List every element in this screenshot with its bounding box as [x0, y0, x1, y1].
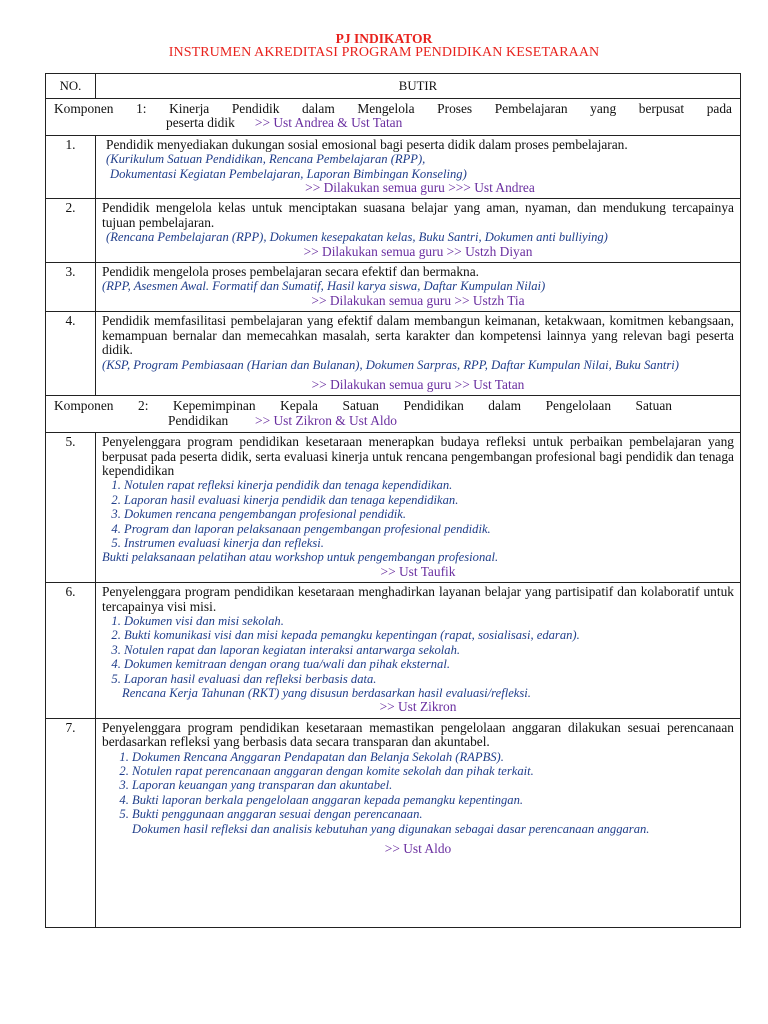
- list-item: 2. Notulen rapat perencanaan anggaran dengan komite sekolah dan pihak terkait.: [132, 764, 734, 778]
- item-evidence: Dokumen hasil refleksi dan analisis kebutuhan yang digunakan sebagai dasar perencanaan anggaran.: [132, 821, 650, 836]
- list-item: 1. Dokumen visi dan misi sekolah.: [124, 614, 734, 628]
- item-pic: >> Ust Aldo: [384, 841, 452, 857]
- header-no: NO.: [46, 74, 96, 99]
- component-title: Komponen 2: Kepemimpinan Kepala Satuan Pendidikan dalam Pengelolaan Satuan: [54, 398, 672, 414]
- item-cell: [96, 312, 741, 396]
- component-pic: >> Ust Zikron & Ust Aldo: [255, 412, 397, 428]
- table-row: [46, 583, 741, 719]
- item-number: 7.: [46, 718, 96, 927]
- item-cell: [96, 263, 741, 312]
- item-evidence-cont: Dokumentasi Kegiatan Pembelajaran, Laporan Bimbingan Konseling): [110, 166, 467, 181]
- list-item: 4. Dokumen kemitraan dengan orang tua/wali dan pihak eksternal.: [124, 657, 734, 671]
- item-number: 5.: [46, 433, 96, 583]
- item-pic: >> Dilakukan semua guru >> Ustzh Tia: [311, 292, 525, 308]
- component-pic: >> Ust Andrea & Ust Tatan: [254, 115, 403, 131]
- item-evidence: (RPP, Asesmen Awal. Formatif dan Sumatif, Hasil karya siswa, Daftar Kumpulan Nilai): [102, 279, 546, 294]
- list-item: 3. Notulen rapat dan laporan kegiatan interaksi antarwarga sekolah.: [124, 643, 734, 657]
- item-cell: [96, 583, 741, 719]
- item-evidence: (Rencana Pembelajaran (RPP), Dokumen kesepakatan kelas, Buku Santri, Dokumen anti bulliying): [106, 230, 608, 245]
- table-header-row: [46, 74, 741, 99]
- table-row: [46, 718, 741, 927]
- header-butir: BUTIR: [96, 74, 741, 99]
- item-text: Penyelenggara program pendidikan kesetaraan memastikan pengelolaan anggaran dilakukan sesuai perencanaan berdasarkan refleksi yang berbasis data secara transparan dan akuntabel.: [102, 719, 734, 750]
- item-pic: >> Dilakukan semua guru >>> Ust Andrea: [305, 180, 535, 196]
- component-title-cont: peserta didik: [166, 115, 235, 131]
- list-item: 5. Bukti penggunaan anggaran sesuai dengan perencanaan.: [132, 807, 734, 821]
- component-title-cont: Pendidikan: [168, 412, 229, 428]
- item-evidence: Rencana Kerja Tahunan (RKT) yang disusun berdasarkan hasil evaluasi/refleksi.: [122, 686, 531, 701]
- evidence-list: [102, 478, 734, 550]
- list-item: 1. Notulen rapat refleksi kinerja pendidik dan tenaga kependidikan.: [124, 478, 734, 492]
- item-text: Pendidik memfasilitasi pembelajaran yang efektif dalam membangun keimanan, ketakwaan, komitmen kebangsaan, kemampuan bernalar dan memecahkan masalah, serta karakter dan kompetensi lainnya yang relevan bagi peserta didik.: [102, 313, 734, 358]
- component-title: Komponen 1: Kinerja Pendidik dalam Mengelola Proses Pembelajaran yang berpusat pada: [54, 101, 732, 116]
- component-cell: [46, 99, 741, 136]
- list-item: 4. Program dan laporan pelaksanaan pengembangan profesional pendidik.: [124, 522, 734, 536]
- item-text: Pendidik mengelola kelas untuk menciptakan suasana belajar yang aman, nyaman, dan mendukung tercapainya tujuan pembelajaran.: [102, 200, 734, 230]
- document-subtitle: INSTRUMEN AKREDITASI PROGRAM PENDIDIKAN KESETARAAN: [168, 45, 600, 60]
- document-title: PJ INDIKATOR: [335, 31, 433, 46]
- item-cell: [96, 433, 741, 583]
- item-evidence: Bukti pelaksanaan pelatihan atau workshop untuk pengembangan profesional.: [102, 550, 499, 565]
- item-number: 4.: [46, 312, 96, 396]
- table-row: [46, 263, 741, 312]
- item-number: 2.: [46, 199, 96, 263]
- item-number: 1.: [46, 135, 96, 199]
- indicator-table: [45, 73, 741, 928]
- item-text: Pendidik mengelola proses pembelajaran secara efektif dan bermakna.: [102, 264, 480, 280]
- item-number: 6.: [46, 583, 96, 719]
- table-row: [46, 199, 741, 263]
- evidence-list: [102, 750, 734, 822]
- list-item: 3. Laporan keuangan yang transparan dan akuntabel.: [132, 778, 734, 792]
- item-number: 3.: [46, 263, 96, 312]
- table-row: [46, 433, 741, 583]
- item-text: Pendidik menyediakan dukungan sosial emosional bagi peserta didik dalam proses pembelajaran.: [106, 136, 628, 152]
- component-cell: [46, 396, 741, 433]
- component-row: [46, 99, 741, 136]
- item-pic: >> Ust Zikron: [379, 699, 457, 715]
- item-evidence: (KSP, Program Pembiasaan (Harian dan Bulanan), Dokumen Sarpras, RPP, Daftar Kumpulan Nilai, Buku Santri): [102, 357, 679, 372]
- list-item: 5. Laporan hasil evaluasi dan refleksi berbasis data.: [124, 672, 734, 686]
- item-pic: >> Dilakukan semua guru >> Ustzh Diyan: [303, 243, 533, 259]
- list-item: 3. Dokumen rencana pengembangan profesional pendidik.: [124, 507, 734, 521]
- table-row: [46, 135, 741, 199]
- table-row: [46, 312, 741, 396]
- list-item: 2. Bukti komunikasi visi dan misi kepada pemangku kepentingan (rapat, sosialisasi, edaran).: [124, 628, 734, 642]
- list-item: 4. Bukti laporan berkala pengelolaan anggaran kepada pemangku kepentingan.: [132, 793, 734, 807]
- list-item: 5. Instrumen evaluasi kinerja dan refleksi.: [124, 536, 734, 550]
- list-item: 1. Dokumen Rencana Anggaran Pendapatan dan Belanja Sekolah (RAPBS).: [132, 750, 734, 764]
- item-cell: [96, 718, 741, 927]
- item-cell: [96, 199, 741, 263]
- item-evidence: (Kurikulum Satuan Pendidikan, Rencana Pembelajaran (RPP),: [106, 152, 426, 167]
- item-pic: >> Dilakukan semua guru >> Ust Tatan: [311, 376, 525, 392]
- item-pic: >> Ust Taufik: [380, 563, 456, 579]
- list-item: 2. Laporan hasil evaluasi kinerja pendidik dan tenaga kependidikan.: [124, 493, 734, 507]
- item-cell: [96, 135, 741, 199]
- item-text: Penyelenggara program pendidikan kesetaraan menerapkan budaya refleksi untuk perbaikan pembelajaran yang berpusat pada peserta didik, serta evaluasi kinerja untuk rencana pengembangan profesional bagi pendidik dan tenaga kependidikan: [102, 434, 734, 478]
- component-row: [46, 396, 741, 433]
- evidence-list: [102, 614, 734, 686]
- item-text: Penyelenggara program pendidikan kesetaraan menghadirkan layanan belajar yang partisipatif dan kolaboratif untuk tercapainya visi misi.: [102, 584, 734, 614]
